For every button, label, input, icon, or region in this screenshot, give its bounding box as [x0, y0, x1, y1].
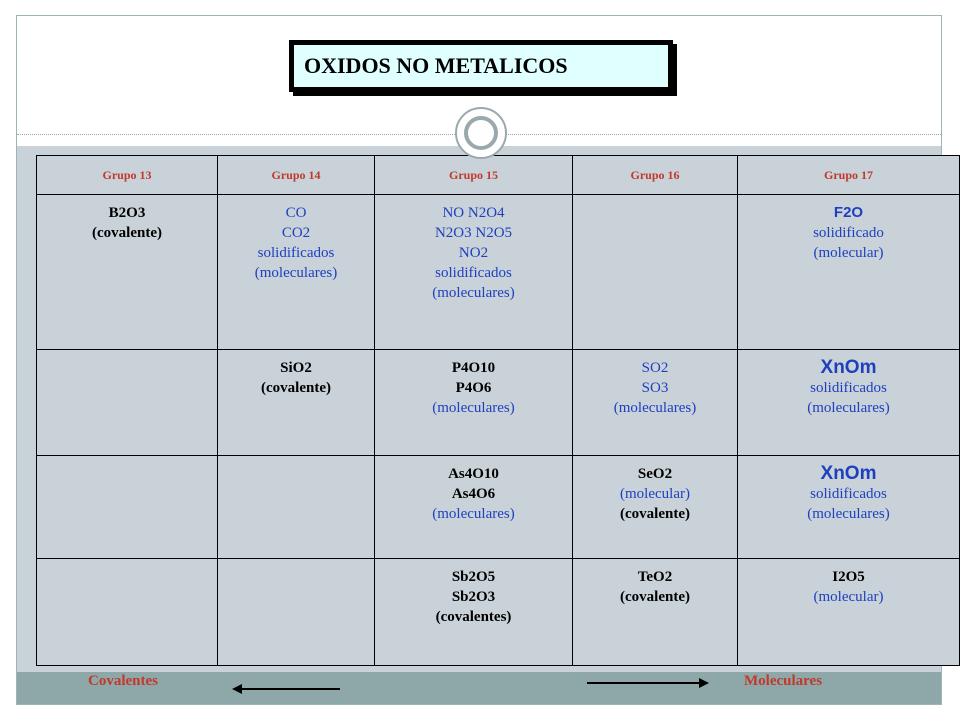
- formula: TeO2: [637, 569, 673, 585]
- table-row: [37, 195, 960, 350]
- bond-type: (molecular): [813, 589, 884, 605]
- formula: F2O: [833, 204, 864, 221]
- cell-g16-row4: [573, 559, 738, 666]
- formula-pair: N2O3 N2O5: [434, 225, 513, 241]
- state: solidificados: [435, 265, 512, 281]
- formula: B2O3: [108, 205, 146, 221]
- cell-g15-row3: [375, 456, 573, 559]
- formula: SO3: [641, 380, 669, 396]
- cell-g13-row1: [37, 195, 218, 350]
- bond-type: (moleculares): [254, 265, 338, 281]
- formula: XnOm: [820, 357, 877, 378]
- right-arrow-line: [587, 682, 699, 684]
- cell-g16-row3: [573, 456, 738, 559]
- bond-type: (moleculares): [807, 400, 890, 416]
- right-arrow-icon: [699, 678, 709, 688]
- bond-type: (moleculares): [807, 506, 890, 522]
- header-row: [37, 156, 960, 195]
- formula: As4O6: [451, 486, 496, 502]
- left-arrow-line: [240, 688, 340, 690]
- formula: SO2: [641, 360, 669, 376]
- cell-g14-row3: [218, 456, 375, 559]
- covalentes-label: Covalentes: [88, 673, 158, 689]
- formula: NO2: [458, 245, 489, 261]
- bond-type: (moleculares): [432, 400, 515, 416]
- header-grupo-16: Grupo 16: [573, 156, 738, 195]
- formula: SiO2: [280, 360, 312, 376]
- cell-g14-row4: [218, 559, 375, 666]
- cell-g17-row2: [738, 350, 960, 456]
- page-title: OXIDOS NO METALICOS: [294, 45, 668, 87]
- bond-type: (covalente): [620, 506, 690, 522]
- formula: Sb2O3: [451, 589, 496, 605]
- formula-pair: NO N2O4: [442, 205, 505, 221]
- cell-g16-row2: [573, 350, 738, 456]
- bond-type: (moleculares): [432, 285, 515, 301]
- table-row: [37, 559, 960, 666]
- circle-ornament-inner: [464, 116, 498, 150]
- oxides-table: [36, 155, 960, 666]
- moleculares-label: Moleculares: [744, 673, 823, 689]
- formula: P4O6: [455, 380, 492, 396]
- cell-g13-row4: [37, 559, 218, 666]
- state: solidificado: [813, 225, 884, 241]
- formula: CO: [285, 205, 307, 221]
- cell-g13-row3: [37, 456, 218, 559]
- formula: P4O10: [451, 360, 496, 376]
- formula: Sb2O5: [451, 569, 496, 585]
- bond-type: (molecular): [813, 245, 884, 261]
- state: solidificados: [810, 486, 887, 502]
- cell-g14-row2: [218, 350, 375, 456]
- bond-type: (covalente): [92, 225, 162, 241]
- cell-g14-row1: [218, 195, 375, 350]
- cell-g15-row1: [375, 195, 573, 350]
- table-row: [37, 456, 960, 559]
- bond-type: (molecular): [620, 486, 690, 502]
- header-grupo-14: Grupo 14: [218, 156, 375, 195]
- bond-type: (covalente): [620, 589, 690, 605]
- cell-g17-row1: [738, 195, 960, 350]
- cell-g16-row1: [573, 195, 738, 350]
- left-arrow-icon: [232, 684, 242, 694]
- state: solidificados: [810, 380, 887, 396]
- formula: SeO2: [637, 466, 673, 482]
- title-box: [289, 40, 673, 92]
- header-grupo-17: Grupo 17: [738, 156, 960, 195]
- cell-g13-row2: [37, 350, 218, 456]
- bond-type: (moleculares): [432, 506, 515, 522]
- formula: CO2: [281, 225, 311, 241]
- header-grupo-13: Grupo 13: [37, 156, 218, 195]
- table-row: [37, 350, 960, 456]
- formula: As4O10: [448, 466, 499, 482]
- cell-g15-row4: [375, 559, 573, 666]
- formula: I2O5: [832, 569, 865, 585]
- bond-type: (moleculares): [613, 400, 697, 416]
- formula: XnOm: [820, 463, 877, 484]
- cell-g17-row4: [738, 559, 960, 666]
- cell-g17-row3: [738, 456, 960, 559]
- cell-g15-row2: [375, 350, 573, 456]
- state: solidificados: [257, 245, 335, 261]
- header-grupo-15: Grupo 15: [375, 156, 573, 195]
- circle-ornament-icon: [455, 107, 507, 159]
- bond-type: (covalente): [261, 380, 331, 396]
- bond-type: (covalentes): [435, 609, 512, 625]
